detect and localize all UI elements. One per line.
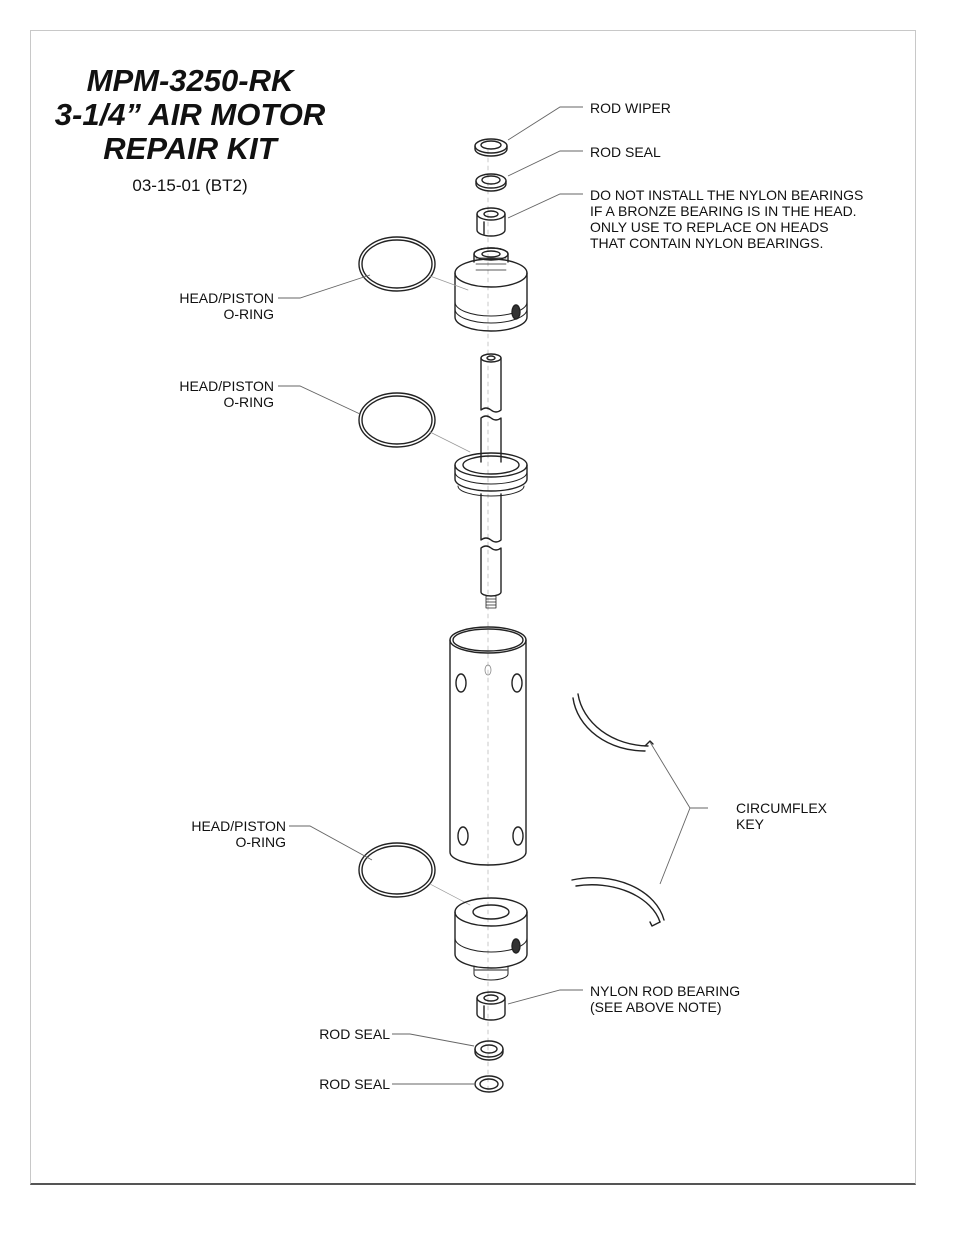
- circumflex-key-upper-part: [573, 694, 653, 751]
- leader-rod-seal-top: [508, 151, 583, 176]
- rod-seal-top-part: [476, 174, 506, 191]
- leader-rod-wiper: [508, 107, 583, 140]
- label-line: NYLON ROD BEARING: [590, 983, 741, 999]
- label-line: O-RING: [223, 394, 274, 410]
- piston-part: [455, 453, 527, 496]
- title-description: 3-1/4” AIR MOTOR: [54, 97, 326, 132]
- label-line: O-RING: [235, 834, 286, 850]
- label-line: O-RING: [223, 306, 274, 322]
- nylon-bearing-bottom-part: [477, 992, 505, 1020]
- label-nylon-rod-bearing: [590, 983, 740, 1015]
- label-oring-2: [140, 378, 274, 410]
- note-line: IF A BRONZE BEARING IS IN THE HEAD.: [590, 203, 857, 219]
- lower-rod-part: [481, 494, 501, 608]
- title-date: 03-15-01 (BT2): [132, 176, 248, 195]
- label-line: HEAD/PISTON: [191, 818, 286, 834]
- label-line: HEAD/PISTON: [179, 290, 274, 306]
- label-rod-seal-bottom-2: ROD SEAL: [319, 1076, 390, 1092]
- label-rod-seal-bottom-1: ROD SEAL: [319, 1026, 390, 1042]
- label-rod-seal-top: ROD SEAL: [590, 144, 661, 160]
- rod-wiper-part: [475, 139, 507, 156]
- label-circumflex-key: [736, 800, 827, 832]
- upper-rod-part: [481, 354, 501, 462]
- rod-seal-bottom-2-part: [475, 1076, 503, 1092]
- label-line: (SEE ABOVE NOTE): [590, 999, 722, 1015]
- bottom-oring-part: [359, 843, 470, 905]
- leader-nylon-bearing: [508, 990, 583, 1004]
- label-line: HEAD/PISTON: [179, 378, 274, 394]
- leader-note: [508, 194, 583, 218]
- note-line: DO NOT INSTALL THE NYLON BEARINGS: [590, 187, 864, 203]
- label-nylon-note: [590, 187, 863, 251]
- label-line: KEY: [736, 816, 765, 832]
- label-rod-wiper: ROD WIPER: [590, 100, 671, 116]
- note-line: ONLY USE TO REPLACE ON HEADS: [590, 219, 829, 235]
- leader-circumflex-upper: [650, 742, 708, 808]
- label-line: CIRCUMFLEX: [736, 800, 828, 816]
- label-oring-1: [140, 290, 274, 322]
- title-kit: REPAIR KIT: [103, 131, 277, 166]
- circumflex-key-lower-part: [572, 878, 664, 926]
- note-line: THAT CONTAIN NYLON BEARINGS.: [590, 235, 824, 251]
- leader-oring-3: [289, 826, 372, 860]
- nylon-bearing-top-part: [477, 208, 505, 236]
- rod-seal-bottom-1-part: [475, 1041, 503, 1060]
- title-part-number: MPM-3250-RK: [86, 63, 294, 98]
- bottom-head-part: [455, 898, 527, 980]
- leader-circumflex-lower: [660, 808, 708, 884]
- label-oring-3: [150, 818, 286, 850]
- middle-oring-part: [359, 393, 470, 452]
- leader-oring-1: [278, 275, 370, 298]
- top-oring-part: [359, 237, 468, 291]
- leader-oring-2: [278, 386, 360, 414]
- leader-rod-seal-bottom-1: [392, 1034, 474, 1046]
